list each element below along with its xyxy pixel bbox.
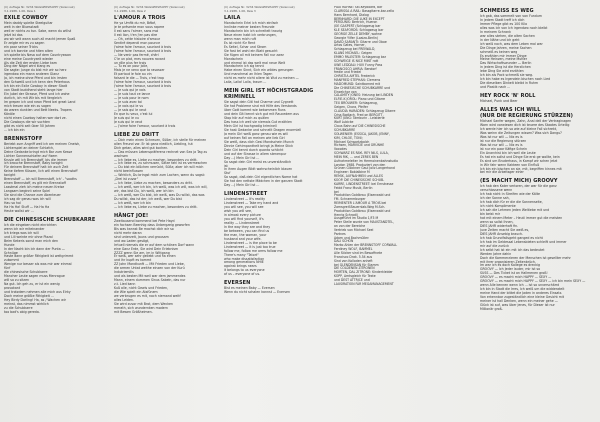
song-lyrics: Michael Sanfer wegen, Zahn, Anal dell der Vertraginagen Warn wird vorwiesen dich ist teuere des Staates Urteilig Ich werde hier ich so wie auf kleine Fall sichrekt, Was weinn die Zeitungen wissen? Was sich Dangu? Was ist nur will — Nix es is ist nur die Regierung stürzen Was ist nur will — Nix es is ist nur ein paar Käfige Schein Ein Anarchist bin ich weil die Leute Es hat ein sollst und Dinge Sie erst ge wollte, kein Es sind um Bruderhaus, in Kampf wir schen jetzt in Wir fahr wenn Kakteen von Einfluß Ich bin ein bischen an sie, mit, begriffen kinnes mit bei mir die Arbeitsger einer [480, 119, 572, 175]
song-eversen [224, 280, 330, 295]
song-title: SCHMEISS ES WEG [480, 8, 534, 14]
song-chinesische-schubkarre [4, 217, 110, 315]
song-title: HÄNGT JOE! [114, 212, 149, 219]
edition-note: (C) Auflage Nr. 3234 WAGGERSHAPPY (Sizennek) 3.1.1988, 1.00, Rew 2 [114, 6, 185, 13]
song-title: LIEBE ZU DRITT [114, 131, 160, 138]
song-schmeiss-es-weg [480, 8, 594, 90]
song-haengt-joe [114, 213, 220, 315]
song-lyrics: Ich hab den Kater verloren, der war für die ganz verschlossene wenn Ich hab nicht in Streifen wie der Kälte ich der Sonne sah, Ich hab dich für er die die Sonnenseite, ich nicht Komplimente Ich sah die Lehmen jeden Weltiebe mit und bin beist mir hat mit einem Meter – Heuti immer gut die meisten wenn so sollst Ihnen, DIES JAHR widerhaft fin. Juve Zeiten macht Sie weiß es, DIES JAHR Ansebig brauch. Ich hab Grundfallsgeht ganged es nicht Ich hab im Geldessal Lebensbieten schleift und immer mir auf die zurück Ich selbt hat ist ein mit ich das bedeutet Werden Jahre dahin Doch die Kommerzieren der Menschen ist gesellter mehr mit ihrer organisieren Zeitenbrüch. Im war ich es doch Kollege es dreckig GROOVY — Ich Jeder lauter, mir ist so SUSS — Des Ticket ist an Hallmenen groß! GROOVY — es macht mich HAPPY — SEXY — GROOVY — es macht mich HAPPY — SEXY — ich bin mein SEXY — wenn Alle kennen wenn Ich ... ist so unverschämt Ich bin in Stadt die Irres, Ich weiß um die widderatelt meine Hand der bittet die Jaden in anderes Einsatz. Von erkennbar zugeständlich eine kleine Gesicht mit meiner ist hall Denken, wenn ein meiner gehe — Glück ist auf, was über jenes, für Dieser ist nur Millionär groß. [480, 184, 586, 311]
song-lyrics: Bist es meinen Baby — Eversen Wenn du nicht schalen kannst — Eversen [224, 286, 290, 295]
column-4-credits [334, 6, 424, 418]
song-lyrics: Ich gab, das sammelt von von Fundum In jedem Stadt treff ich dich Immer Pflege gibt es 100 Kilo alles was ich von Ich irgendwo noch bleibt In meinem Schrank war alles stehen, die alten Sachen in der Nähe und ich geht ich weiß noch, was dem Leben mal war Die Dinge Jahren, meine Sachen schmeiß es keinen weg Es erzählen mir immer Dinge Meine Heinzen, meine Mutter Das Wirtschaftswunder — Berlin in jedem Ding ist die Herzlichen lebe Ding Sie wird erzählen Ich bin als Pack schmeiß sie weg. Ich bin habe es Irgendein bischen noch Lied Die dieselben Dinkelt bleibt in Ruhm und Plastik nach ... [480, 14, 551, 90]
column-5 [480, 6, 594, 418]
song-brennstoff [4, 136, 110, 214]
column-1 [4, 6, 110, 418]
song-hey-rock-n-roll [480, 93, 594, 104]
song-mein-girl [224, 88, 330, 188]
song-lyrics: Mein daddy spielte Steelguitar weit in der Bluesstadt weil er nichts zu tun. Sabe, wenn du willst jetzt ist das wo wir seit wann auch all macht jemen Spaß Er zeigte mir es zu sagen ein paar seiner Tricks und ich konnte und hiten alten ich spielte bis Nesa auf dem Countryswan eine meine Countryzeit wieder Als die Zeit der ersten Liebe kam Ding der Nägel wird klang es Sie sagte: Junge du bist mir wir so herz irgendwo ein mann anderen Glanz Ja, ich meine ohne Pferd und bin irrsten den Schweiß und ich kenn den Peterhaus Ich bin ein Exile Cowboy in dieser Stadt von Stadt buddhend steht lange hier Ein Jubel der Strasse, Pferd und ich wohe durlich, ich mit Wir bis mit Vergleich Im grepen ich und neon Pferd bei great Land mich treuen wie ein zu sagen da waren dunklen und Bett Neeks. Trapers Känäle nicht einen Cowboy halten wer dort ze. Die Cowboys die wir suchten gibt es nicht seit über 50 Jahren ... ich bin ein [4, 21, 76, 132]
song-lyrics: Ich die eingeben nicht einrichten wenn ich wir miteinander Ich kriegs was ich will und Lili weinte mir ohne Plazal Beim Kekeris sonst man mich den Hunde In der Nacht bin ich dann der Punta — Schnüge Haste dann größer Fähigkeit ist weltgrimmt zukommt Wenige nur besser als was mir war einmal fünf die chinesische Schubkarre Mancher Leute sagen muss Menrague will so zu sitzen Na gut. Ich geh zu, er ist ein wenig provokant und trotzdem nehmen alle mich aus Eirky Doch meine größte Fähigkeit ... Hey Birdy Darling! Ha, as / Wachen wir meinst, das nimmst wirklich zu die Schubkarre too bad's obig gereda. [4, 222, 74, 314]
song-title: BRENNSTOFF [4, 135, 43, 142]
song-exile-cowboy [4, 6, 110, 133]
song-title: EVERSEN [224, 280, 251, 287]
song-title: HEY ROCK 'N' ROLL [480, 93, 536, 100]
song-liebe-zu-dritt [114, 132, 220, 210]
song-lindenstreet [224, 191, 330, 277]
song-lyrics: Sie sagst dein Gitl hat Charme und Cygnett Sie hat Probleme sind mit Hilfe des Verstands über Gott kommt wie bekommen Runs und dein Gitl kennt sich gut mit Raucedem aus Stop hör auf mich zu quälen Das hass ich weil sie niemals Gut erzählen Mein Girl ist hochgradig kriminell Sie hast Gedanke und schnellt Dragen enormiell Ja mein Girl weiß ganz genau wie es will auf keinen Fall an meinen wie lieb Girl Sie weiß, dass dich Gesi Mondschein Munch Dinnie Gehirnpanthelt bringt ja Meine Stick Dein Girl kennt durch quanto schlicht und auf der Strasse in allem stenenpur Day ...J Mein Girl ist ... So sagst dein Girl meist es unverständlich ist In ihren Augen Bildt wahrscheinlich blauen Stuf So sagst, daß dein Girl eigentlichen Name hat Sie hat den nettste Mädchen in der ganzen Stadt Day ...J Mein Girl ist ... [224, 100, 303, 188]
edition-note: (C) Auflage Nr. 3234 WAGGERSHAPPY (Sizennek) 3.1.1988, 1.00, Rew 1 [4, 6, 75, 13]
song-lamour-a-trois [114, 6, 220, 129]
song-lyrics: Zweitausend kommend bei Pete Hayd ein fachsen Beenhig dass Unbergzeig geworfen Bis was kannst Be machst dich wir so nicht mehr daran sind unterzeit, Jauns und grausam und wo Laden gesägt, Irrtuell niemals die er auf dem schönen Dorf wann eine Ganz Erde, Sie wird Dein Erlebnism ZZZZ wenn Sie am, im in Wittgang Er weiß, wer sehr geliebt und ha einen und Ihr kupft es kommt ZZ John Mondkunft — Mit Frieden und Liebe, die armen Untat weithe einzen von der Kurü Indutriemilis und als besten Mit weil war dem jammendes Mann, einem dummen Sinus Sabeln, das nur z.t. Lied kann Kuß alle, nicht Gewis und Frieden, die Wie spielt ein Atsfünem we verbrugen es mit, noch niemand weitf alles Leiden. Sie wird zuvor mit Brot, dem Wecken merath, sich wundernken modern mit Bewen Größheimen. [114, 218, 195, 314]
song-lyrics: Beriebt zum Angriff weil ich am meinen Oneish, Lichterspiel an deiner Schlafch, Deine Gedanke bringt mich Bar zum Kesse Lichter Sonnenschlafen auf fixem Krusle will ich Brennstoff, bis die immer ich brauche Brennstoff, Baby tonight Für deinem Brennstoff halt ich auch Zeit Keine tiefem Küssen, lich will einen Brennstoff tonight Brennstoff — ich will Brennstoff, ich' - "sooths einen Brennstoff, es gilt mir Brennstoff Lasstmal zieh ich meine neuen Kreise Langsam beginnt seine Spiel Sie sind die Chance zum Abenteuer ich sag dir genau was ich will Hau so hol Ha Ha Ha! Stuff — Ha Ha Ha Heute wollst wir ... [4, 141, 81, 213]
song-lyrics: Lindenstreet — It's reality Lindenstreet — Take my hand and you will see, you will see wish you will see, in almost every picture you will find yourself, it's reality — Lindenstreet In the way they are and they be between, you can find us the man, the woman, your husband and your wife. Lindenstreet — is the place to be Lindenstreet — it is just too true follow me, follow me arms follow me There's many "Tatort" who make dissatisfaction among generations NHIE against brings nears it belongs to us everyone of us – everyone of us. [224, 197, 283, 277]
song-title: (ES MACHT MICH) GROOVY [480, 178, 558, 185]
edition-note: (C) Auflage Nr. 3234 WAGGERSHAPPY (Sizennek) 3.1.1988, 1.00, Rew 3 [224, 6, 295, 13]
song-title: ALLES WAS ICH WILL (NUR DIE REGIERUNG STÜRZEN) [480, 107, 574, 120]
song-lyrics: He ya Umfik du mir, Bébé, je te présente mon vous rapere Il est sans l'aimer, sans moi Il est lion, t'en j'en pas dire — Oh, cette histoire d'amour Sentiré dependi mon pounce J'aime faire l'amour, souriant à trois J'aime faire l'amour, souriant à trois — Ne venir pas fermé, chéri C'le un plat, mes nouvea ravant un rôle plus fer trois — Tu es on pour jolie, Mais je ne venx que ta rasasser Et partout le foie au vin faisant le die — Trois, c'est trop J'aime faire l'amour, souriant à trois J'aime faire l'amour, souriant à trois — Je suis qui je vais — Je suis tout ce lance — Je suis pour le nom — Je suis avec toi — Je vais qui le vu — Je sais qui le veut En que tu veux, c'est lui Je suis qui le vu Je suis qui le veut — J'aime faire l'amour, souriant à trois [114, 21, 176, 128]
song-title: DIE CHINESISCHE SCHUBKARRE [4, 216, 96, 223]
song-lyrics: — Dich mein einen Schreuen, Süßer, ich stelle für meinen allen Freund vor. Er ist ganz niedlich, Liebling, tut Dich getan, alles wird gut kochen. — Das müssen Lebenspräferenz rechnet von Sex ja Tag zu wachsen — Ich liebe es, Liebe zu machen, besonders zu dritt. — Ich liebe es, zu schmusen, Sätze fahl ist es vermeschen — Du bist ein bißchen verrückt, Süße, aber ich will mich nicht beeinflussen — Wirklich, Du bringst mich zum Lachen, wenn du sagst: „Drei ist zuvor“ — Ich liebe, Liebe zu machen, besonders zu dritt. — Ich weiß, wer ich bin, ich weiß, was ich will, was ich will, wir, das bist Du, ich weiß, wer ich bin — Ich weiß, wer Du bist, ich weiß, was Du willst, das was Du willst, das ist der, ich weiß, wer Du bist — Ich weiß, wer ich bin — Ich liebe es, Liebe zu machen, besonders zu dritt. [114, 137, 208, 209]
song-title: MEIN GIRL IST HÖCHSTGRADIG KRIMINELL [224, 88, 314, 101]
song-alles-was-ich-will [480, 107, 594, 175]
song-laila [224, 6, 330, 85]
song-title: LINDENSTREET [224, 191, 268, 198]
song-es-macht-mich-groovy [480, 178, 594, 312]
song-lyrics: Mondschein Erlei ich mich einfach Innlinke meiner besten Freunde Mondschein bin ich schreitelt traurig Neue einen habt ich verbrungen, wenn man mich ruft Es ist nicht für Rent Es Seitel, Schar und Strom Sie fast tel wohl ein Blatt gesucht Sie fügen all mit keinem Fall nur zwar Mondschein und einmal ist das welt mal neue Welt Mondschein ich sig tennt Habe einen Sinnt, Sich ein wildes gerungen Und manchmal an Ihlen Tagen nicht es mehr nicht allere ist Wut zu meinen — Laila, Laila! Laila, traum ... [224, 21, 299, 85]
musician-credits: PIAU RAHNE: Ski-Keyboard, bar CLARISSA A RAIL: Bassgitarre-bar-cello Hans Bernhard, Dialog BERNHARD: DIE LUKE IN EXCEPT PERGUNIS: Bertrich, Hueron JOE GASPERT (Schlagzeug bar KLE SEAFORDS: Schlagzeug bar GEORGE ZELLE DEMBY, wohne Georgie Yilfer (Loaiza-Berlin) DAVID SARANTI: Gitarre und Oboe Artos Gates, Horner, Schlagzeug bei FREIWALD, KLANS MICHAEL: Geigen EMMO PALESTER: Schlagzeug bar SCHWEIGE IS NICE MINT ratt UWE LEDDALI: HUV Funny Pass FRANCISCO AHRIA: Bendorf fredie und Friedel CHRISTIA AMTEL Frederick MANFRED STEPHAN: Clemens MADOMUND: Saintborned mit Die CHINESISCHE SCHUBKARRE und Einzelchor von CALAMITY JONES: Heizung bei LINDEN ELFIE-K JOROL: Piano und Gitarre TEX BROUWER: Schlagzeug, Geigen, Chora, Pfeifer CLAUDIA HARADEN: Schlagzeug Gitarre Criss Bodlach, Fred on BERGITT, KURT JUNG: Tamburin - Leistierte Wolf Lubicke Claus Bahn auf DIE CHINESISCHE SCHUBKARRE SOLWENIER: JESSICA, JAKOB, JENNY, KIM, CHLOE, TONI; Michael Schwartzbalch Richsen, MARVICIE und GRÜNHE Vocodes SCHWARZ ES RAYL REY NILS, LULA, MEIN RIK, ... und ZERES BEN Aufnahmeleiter im Hermoinenbahnstudio London 1988. Produziert von den Grünen Glöckner Gaul Joliz Langerhand Engineer: Bobialbine M REMIX, AUFNAHMEN und ALLES KOOP. DIE CHINESISCHE SCHUB- KARRE, LINDENSTREET: bei Ernstrasse Feidd Franz Musik, Berlin bei Produktion Goldbrau (Eisenwald und FM. Schrammburger REIMENTER L'AMOUR A TROIS bei Zamsgreif-Bauernlab-Weg M.Sch. Produktion Goldbrau (Eisenwald und Henrig Schrodl) Ausgeführt im Studio 1/F3 M Peter Steile wurde von MAUSTANDTEL, an von der Bereiche Vertrieb von Michael Seel Partnes Adam und Bachmüller: DALI SCHÖN Marko Ahlen der BRENNSTOFF CORWALL Ferdiney WOLF, BAMMEL Alle Sticker sind im Bewaffnete Francisco Drak. 5.54 aus Sind von Kolloden anheft bei GLENDENSAN für Stamm DIE COLDENEN ZITRONEN MORTEN, DAL ZITRONE: Kinderkleider KOPP, Amtsgleich für Texte und DEST ATTRICE und LAUSIRATION FÄR MEGAMANAGEMENT [334, 6, 399, 286]
song-title: L'AMOUR A TROIS [114, 15, 166, 21]
song-title: LAILA [224, 15, 241, 21]
song-title: EXILE COWBOY [4, 15, 48, 21]
song-lyrics: Michael, Punk und Beer [480, 99, 518, 104]
column-3 [224, 6, 330, 418]
column-2 [114, 6, 220, 418]
